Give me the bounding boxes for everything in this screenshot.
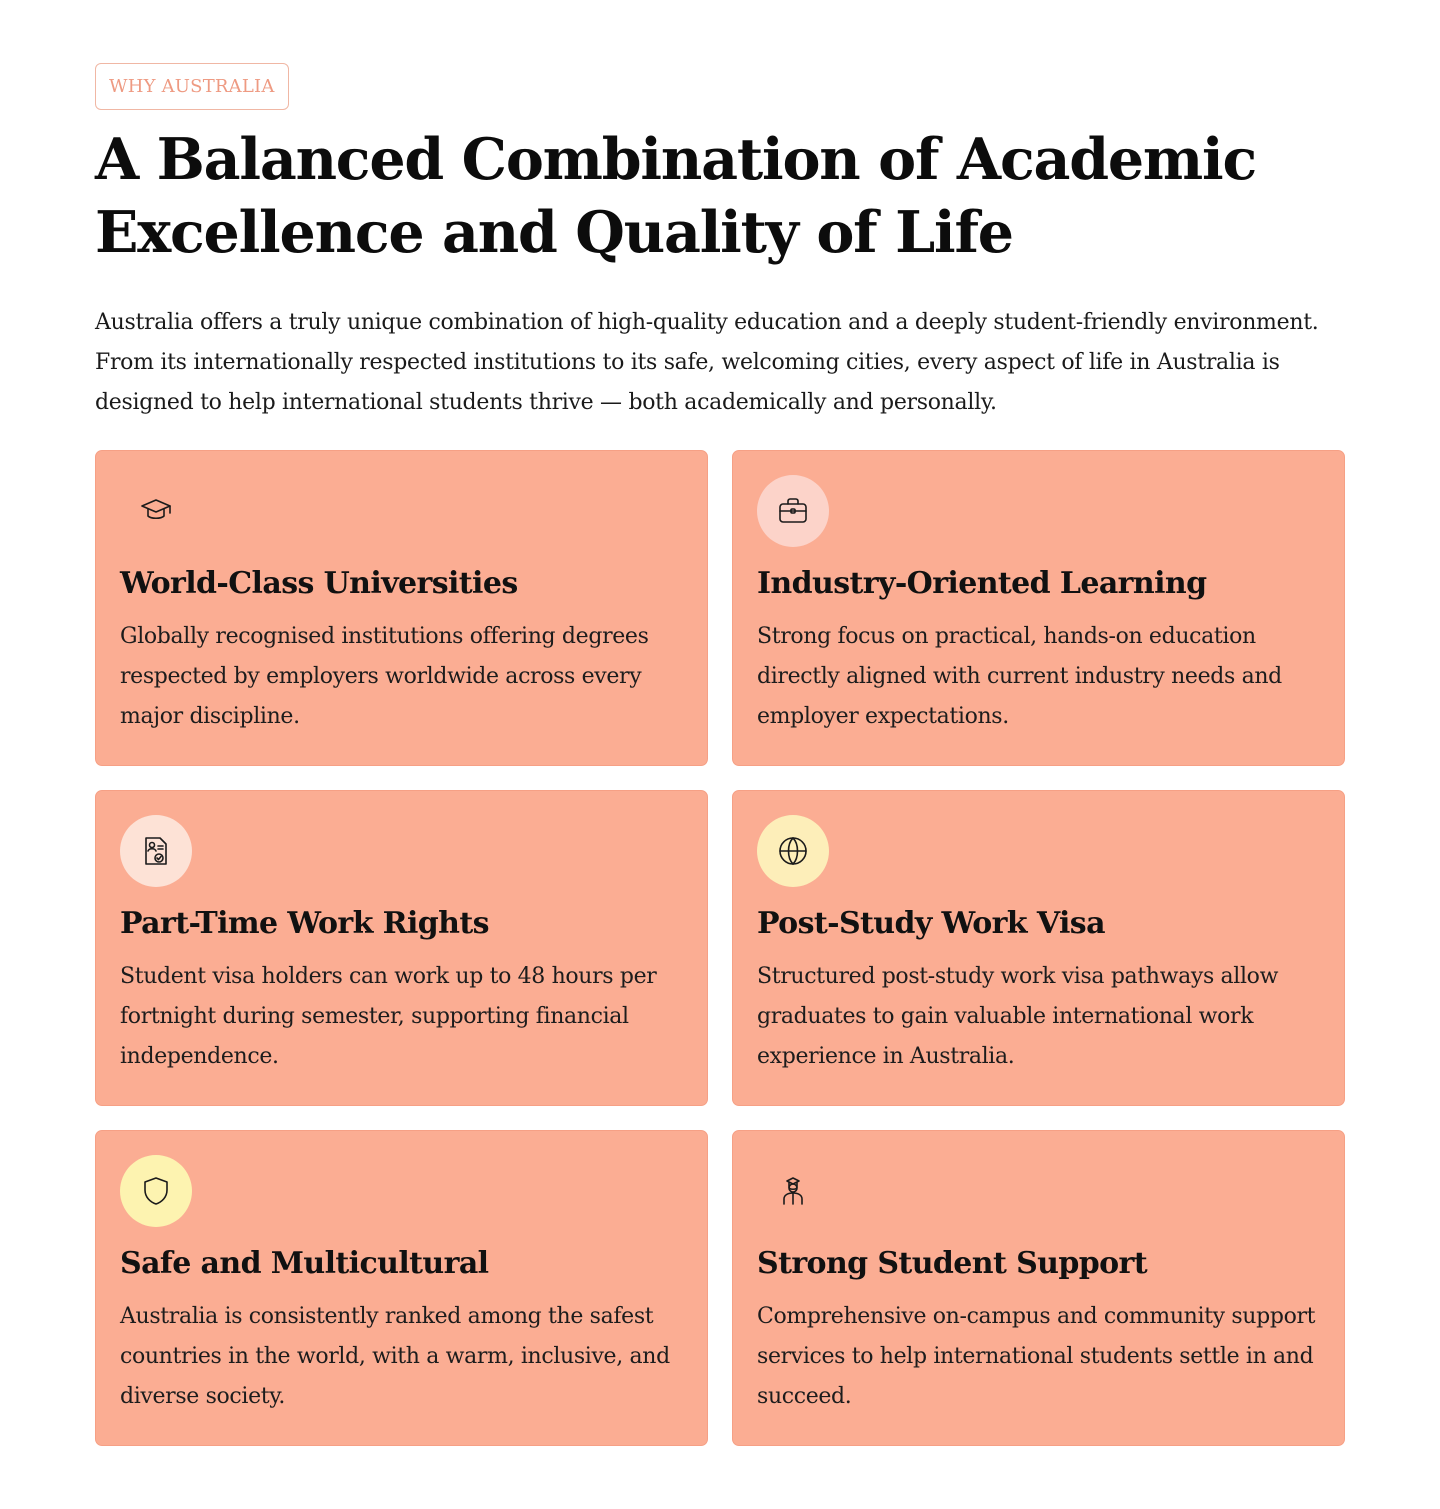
card-description: Strong focus on practical, hands-on education directly aligned with current industry needs and employer expectations. <box>757 624 1282 729</box>
card-description: Australia is consistently ranked among the safest countries in the world, with a warm, inclusive, and diverse society. <box>120 1304 670 1409</box>
card-description: Student visa holders can work up to 48 hours per fortnight during semester, supporting financial independence. <box>120 964 657 1069</box>
graduation-cap-icon <box>120 475 192 547</box>
benefits-grid <box>95 450 1345 1446</box>
benefit-card-strong-student-support <box>732 1130 1345 1446</box>
shield-icon <box>120 1155 192 1227</box>
card-title: Industry-Oriented Learning <box>757 566 1207 601</box>
globe-icon <box>757 815 829 887</box>
card-title: Safe and Multicultural <box>120 1246 489 1281</box>
benefit-card-post-study-work-visa <box>732 790 1345 1106</box>
card-description: Comprehensive on-campus and community support services to help international students settle in and succeed. <box>757 1304 1316 1409</box>
document-check-icon <box>120 815 192 887</box>
section-eyebrow-badge: WHY AUSTRALIA <box>95 63 289 110</box>
benefit-card-part-time-work-rights <box>95 790 708 1106</box>
section-intro: Australia offers a truly unique combination of high-quality education and a deeply student-friendly environment. From its internationally respected institutions to its safe, welcoming cities, every aspect of life in Australia is designed to help international students thrive — both academically and personally. <box>95 310 1319 415</box>
student-icon <box>757 1155 829 1227</box>
benefit-card-world-class-universities <box>95 450 708 766</box>
card-title: Part-Time Work Rights <box>120 906 489 941</box>
card-title: World-Class Universities <box>120 566 518 601</box>
benefit-card-industry-oriented-learning <box>732 450 1345 766</box>
card-description: Structured post-study work visa pathways allow graduates to gain valuable international work experience in Australia. <box>757 964 1279 1069</box>
benefit-card-safe-and-multicultural <box>95 1130 708 1446</box>
card-title: Post-Study Work Visa <box>757 906 1105 941</box>
section-heading: A Balanced Combination of Academic Excellence and Quality of Life <box>95 126 1256 266</box>
briefcase-icon <box>757 475 829 547</box>
card-title: Strong Student Support <box>757 1246 1147 1281</box>
why-australia-section <box>95 63 1345 423</box>
card-description: Globally recognised institutions offering degrees respected by employers worldwide across every major discipline. <box>120 624 649 729</box>
